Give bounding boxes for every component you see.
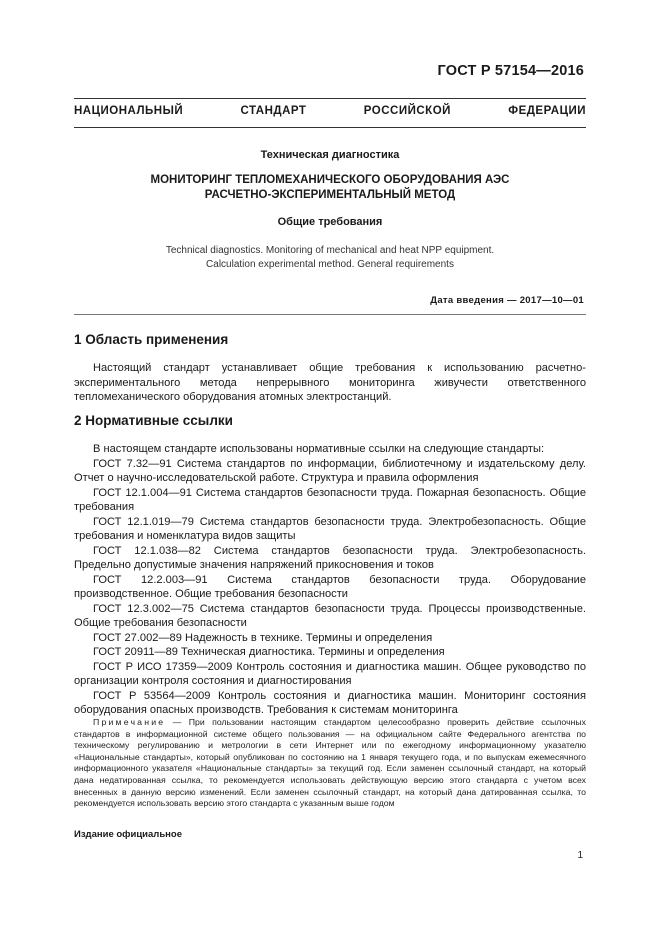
section-1-text: Настоящий стандарт устанавливает общие требования к использованию расчетно-экспериментального метода непрерывного мониторинга живучести ответственного тепломеханического оборудования атомных электростанций. xyxy=(74,362,586,403)
section-2-heading: 2 Нормативные ссылки xyxy=(74,413,233,428)
gost-number: ГОСТ Р 57154—2016 xyxy=(437,63,584,79)
english-title-line-2: Calculation experimental method. General requirements xyxy=(206,258,454,270)
reference-item: ГОСТ Р 53564—2009 Контроль состояния и диагностика машин. Мониторинг состояния оборудования опасных производств. Требования к системам мониторинга xyxy=(74,689,586,716)
reference-item: ГОСТ 12.1.038—82 Система стандартов безопасности труда. Электробезопасность. Предельно допустимые значения напряжений прикосновения и токов xyxy=(74,544,586,571)
top-divider xyxy=(74,98,586,99)
english-title xyxy=(74,244,586,271)
general-requirements-heading: Общие требования xyxy=(277,216,383,228)
title-line-2: РАСЧЕТНО-ЭКСПЕРИМЕНТАЛЬНЫЙ МЕТОД xyxy=(204,189,456,201)
official-edition-label: Издание официальное xyxy=(74,829,182,840)
introduction-date: Дата введения — 2017—10—01 xyxy=(430,295,584,306)
references-note xyxy=(74,717,586,810)
note-text: — При пользовании настоящим стандартом целесообразно проверить действие ссылочных стандартов в информационной системе общего пользования — на официальном сайте Федерального агентства по техническому регулированию и метрологии в сети Интернет или по ежегодному информационному указателю «Национальные стандарты», который опубликован по состоянию на 1 января текущего года, и по выпускам ежемесячного информационного указателя «Национальные стандарты» за текущий год. Если заменен ссылочный стандарт, на который дана недатированная ссылка, то рекомендуется использовать действующую версию этого стандарта с учетом всех внесенных в данную версию изменений. Если заменен ссылочный стандарт, на который дана датированная ссылка, то рекомендуется использовать версию этого стандарта с указанным выше годом xyxy=(74,717,586,809)
english-title-line-1: Technical diagnostics. Monitoring of mechanical and heat NPP equipment. xyxy=(165,245,495,256)
page-number: 1 xyxy=(577,850,583,861)
document-subtitle: Техническая диагностика xyxy=(260,149,400,161)
reference-item: ГОСТ 12.1.004—91 Система стандартов безопасности труда. Пожарная безопасность. Общие требования xyxy=(74,486,586,513)
reference-item: ГОСТ 12.2.003—91 Система стандартов безопасности труда. Оборудование производственное. Общие требования безопасности xyxy=(74,573,586,600)
reference-item: ГОСТ 12.3.002—75 Система стандартов безопасности труда. Процессы производственные. Общие требования безопасности xyxy=(74,602,586,629)
section-1-paragraph xyxy=(74,361,586,405)
title-line-1: МОНИТОРИНГ ТЕПЛОМЕХАНИЧЕСКОГО ОБОРУДОВАНИЯ АЭС xyxy=(150,174,510,186)
document-title xyxy=(74,173,586,203)
reference-item: ГОСТ 7.32—91 Система стандартов по информации, библиотечному и издательскому делу. Отчет о научно-исследовательской работе. Структура и правила оформления xyxy=(74,457,586,484)
reference-item: ГОСТ 12.1.019—79 Система стандартов безопасности труда. Электробезопасность. Общие требования и номенклатура видов защиты xyxy=(74,515,586,542)
banner-divider xyxy=(74,127,586,128)
national-standard-banner: НАЦИОНАЛЬНЫЙ СТАНДАРТ РОССИЙСКОЙ ФЕДЕРАЦИИ xyxy=(74,105,586,117)
section-1-heading: 1 Область применения xyxy=(74,332,229,347)
reference-item: ГОСТ 27.002—89 Надежность в технике. Термины и определения xyxy=(93,631,433,644)
note-label: Примечание xyxy=(93,717,166,727)
reference-item: ГОСТ 20911—89 Техническая диагностика. Термины и определения xyxy=(93,646,445,658)
reference-item: ГОСТ Р ИСО 17359—2009 Контроль состояния и диагностика машин. Общее руководство по организации контроля состояния и диагностирования xyxy=(74,660,586,687)
references-list xyxy=(74,442,586,718)
date-divider xyxy=(74,314,586,315)
references-intro: В настоящем стандарте использованы нормативные ссылки на следующие стандарты: xyxy=(93,443,545,455)
